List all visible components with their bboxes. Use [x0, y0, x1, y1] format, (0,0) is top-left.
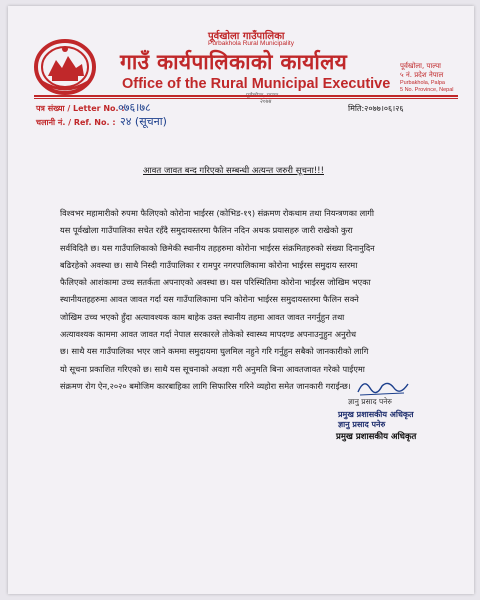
signatory-name: ज्ञानु प्रसाद पनेरु — [348, 397, 392, 406]
nepal-emblem-icon — [34, 38, 96, 96]
address-np — [400, 62, 443, 80]
stamp-line: प्रमुख प्रशासकीय अधिकृत — [338, 410, 414, 419]
address-en-line: 5 No. Province, Nepal — [400, 87, 454, 93]
body-line: छ। साथै यस गाउँपालिका भएर जाने कममा समुदायमा घुलमिल नहुने गरि गर्नुहुन सबैको जानकारीको लागि — [60, 346, 369, 357]
body-line: यस पूर्वखोला गाउँपालिका सचेत रहँदै समुदायस्तरमा फैलिन नदिन अथक प्रयासहरु जारी राखेको कुरा — [60, 225, 353, 236]
municipality-name-en: Purbakhola Rural Municipality — [208, 40, 294, 47]
body-line: विश्वभर महामारीको रुपमा फैलिएको कोरोना भाईरस (कोभिड-१९) संक्रमण रोकथाम तथा नियन्त्रणका लागी — [60, 208, 375, 218]
body-line: यो सूचना प्रकाशित गरिएको छ। साथै यस सूचनाको अवज्ञा गरी अनुमति बिना आवतजावत गरेको पाईएमा — [60, 363, 365, 374]
stamp-line: ज्ञानु प्रसाद पनेरु — [338, 420, 386, 429]
office-title-np: गाउँ कार्यपालिकाको कार्यालय — [120, 50, 348, 74]
ref-no-value: २४ (सूचना) — [120, 115, 167, 128]
signatory-title: प्रमुख प्रशासकीय अधिकृत — [336, 432, 417, 442]
body-line: सर्वविदितै छ। यस गाउँपालिकाको छिमेकी स्थानीय तहहरुमा कोरोना भाईरस संक्रमितहरुको संख्या दिनानुदिन — [60, 242, 375, 253]
body-line: बढिरहेको अवस्था छ। साथै निस्दी गाउँपालिका र रामपुर नगरपालिकामा कोरोना भाईरस समुदाय स्तरमा — [60, 259, 358, 270]
header-sub-year: २०७४ — [260, 99, 272, 105]
date-label: मिति:२०७७।०६।२६ — [348, 104, 404, 113]
municipality-name-np: पूर्वखोला गाउँपालिका — [208, 31, 285, 42]
body-line: जोखिम उच्च भएको हुँदा अत्यावश्यक काम बाहेक उक्त स्थानीय तहमा आवत जावत नगर्नुहुन तथा — [60, 311, 345, 322]
address-np-line: ५ नं. प्रदेश नेपाल — [400, 71, 444, 79]
official-stamp-name — [338, 419, 385, 431]
letter-no-label: पत्र संख्या / Letter No. : — [36, 104, 125, 113]
address-np-line: पूर्वखोला, पाल्पा — [400, 62, 441, 70]
address-en-line: Purbakhola, Palpa — [400, 80, 445, 86]
address-en — [400, 80, 454, 94]
body-line: संक्रमण रोग ऐन,२०२० बमोजिम कारबाहिका लागि सिफारिस गरिने व्यहोरा समेत जानकारी गराईन्छ। — [60, 380, 351, 391]
header-rule — [34, 95, 458, 97]
letter-no-value: ०७६।७८ — [118, 101, 151, 114]
handwritten-signature — [354, 376, 414, 398]
body-line: अत्यावश्यक काममा आवत जावत गर्दा नेपाल सरकारले तोकेको स्वास्थ्य मापदण्ड अपनाउनुहुन अनुरोध — [60, 329, 357, 340]
notice-subject: आवत जावत बन्द गरिएको सम्बन्धी अत्यन्त जरुरी सूचना!!! — [143, 166, 324, 176]
notice-body — [60, 205, 443, 395]
header-rule-thin — [34, 98, 458, 99]
office-title-en: Office of the Rural Municipal Executive — [122, 76, 391, 92]
body-line: फैलिएको आशंकामा उच्च सतर्कता अपनाएको अवस्था छ। यस परिस्थितिमा कोरोना भाईरस जोखिम भएका — [60, 277, 371, 288]
letter-paper — [8, 6, 474, 594]
ref-no-label: चलानी नं. / Ref. No. : — [36, 118, 116, 127]
body-line: स्थानीयतहहरुमा आवत जावत गर्दा यस गाउँपालिकामा पनि कोरोना भाईरस समुदायस्तरमा फैलिन सक्ने — [60, 294, 359, 305]
